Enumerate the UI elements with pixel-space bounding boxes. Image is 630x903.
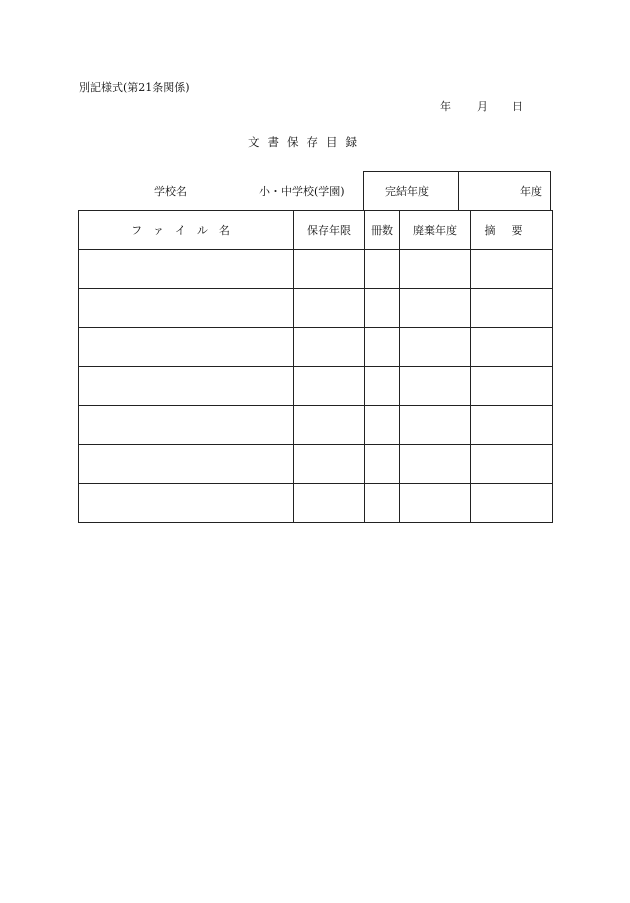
cell-retention-period[interactable] [294,445,365,484]
cell-file-name[interactable] [79,250,294,289]
cell-retention-period[interactable] [294,484,365,523]
cell-remarks[interactable] [471,328,553,367]
cell-remarks[interactable] [471,445,553,484]
table-body [79,250,553,523]
cell-disposal-year[interactable] [400,484,471,523]
column-header-remarks: 摘要 [471,211,553,250]
cell-retention-period[interactable] [294,328,365,367]
cell-volume-count[interactable] [365,484,400,523]
date-month-label: 月 [477,100,488,113]
table-row [79,250,553,289]
document-title: 文書保存目録 [248,135,365,149]
school-type-label: 小・中学校(学園) [259,185,345,198]
column-header-file-name: ファイル名 [79,211,294,250]
cell-file-name[interactable] [79,289,294,328]
cell-volume-count[interactable] [365,406,400,445]
cell-volume-count[interactable] [365,328,400,367]
table-row [79,367,553,406]
completion-year-suffix: 年度 [520,185,542,198]
column-header-retention-period: 保存年限 [294,211,365,250]
cell-file-name[interactable] [79,484,294,523]
cell-volume-count[interactable] [365,367,400,406]
cell-file-name[interactable] [79,367,294,406]
cell-retention-period[interactable] [294,250,365,289]
cell-retention-period[interactable] [294,289,365,328]
cell-disposal-year[interactable] [400,250,471,289]
file-list-table [78,210,553,523]
table-row [79,484,553,523]
table-row [79,445,553,484]
cell-remarks[interactable] [471,367,553,406]
date-day-label: 日 [512,100,523,113]
table-row [79,406,553,445]
cell-disposal-year[interactable] [400,367,471,406]
cell-remarks[interactable] [471,406,553,445]
cell-remarks[interactable] [471,250,553,289]
cell-disposal-year[interactable] [400,406,471,445]
table-row [79,289,553,328]
cell-file-name[interactable] [79,406,294,445]
cell-remarks[interactable] [471,289,553,328]
cell-file-name[interactable] [79,445,294,484]
cell-disposal-year[interactable] [400,328,471,367]
column-header-disposal-year: 廃棄年度 [400,211,471,250]
form-reference: 別記様式(第21条関係) [79,81,190,94]
cell-volume-count[interactable] [365,250,400,289]
cell-volume-count[interactable] [365,445,400,484]
cell-retention-period[interactable] [294,406,365,445]
completion-year-label: 完結年度 [385,185,429,198]
table-row [79,328,553,367]
column-header-volume-count: 冊数 [365,211,400,250]
cell-retention-period[interactable] [294,367,365,406]
table-header-row [79,211,553,250]
cell-file-name[interactable] [79,328,294,367]
date-year-label: 年 [440,100,451,113]
school-name-label: 学校名 [154,185,187,198]
cell-disposal-year[interactable] [400,445,471,484]
completion-year-divider [458,171,459,210]
cell-remarks[interactable] [471,484,553,523]
cell-disposal-year[interactable] [400,289,471,328]
cell-volume-count[interactable] [365,289,400,328]
